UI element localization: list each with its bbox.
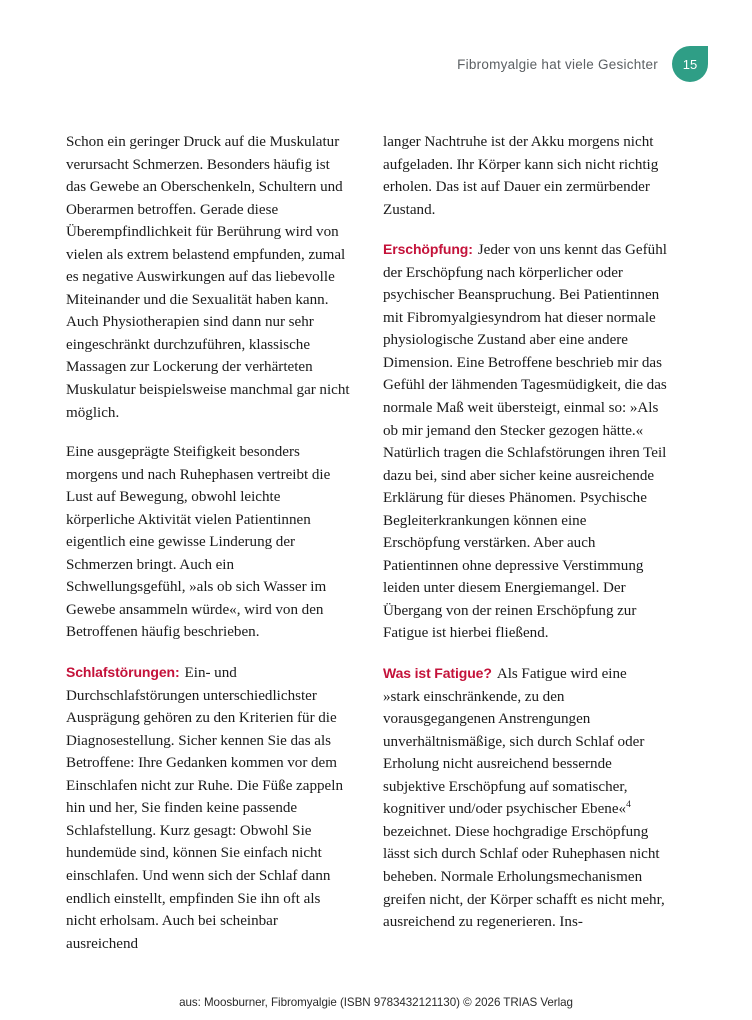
paragraph bbox=[66, 441, 350, 644]
footnote-marker: 4 bbox=[626, 800, 631, 811]
body-columns bbox=[66, 131, 686, 955]
footer-credit-line bbox=[0, 996, 752, 1009]
paragraph-text: Jeder von uns kennt das Gefühl der Erschöpfung nach körperlicher oder psychischer Beanspruchung. Bei Patientinnen mit Fibromyalgiesyndrom hat dieser normale physiologische Zustand aber eine andere Dimension. Eine Betroffene beschrieb mir das Gefühl der lähmenden Tagesmüdigkeit, die das normale Maß weit übersteigt, einmal so: »Als ob mir jemand den Stecker gezogen hätte.« Natürlich tragen die Schlafstörungen ihren Teil dazu bei, sind aber sicher keine ausreichende Erklärung für dieses Phänomen. Psychische Begleiterkrankungen können eine Erschöpfung verstärken. Aber auch Patientinnen ohne depressive Verstimmung leiden unter diesem Energiemangel. Der Übergang von der reinen Erschöpfung zur Fatigue ist hierbei fließend. bbox=[383, 242, 667, 642]
paragraph-with-run-in-heading bbox=[66, 661, 350, 955]
run-in-heading-erschoepfung: Erschöpfung: bbox=[383, 241, 473, 258]
run-in-heading-schlafstoerungen: Schlafstörungen: bbox=[66, 664, 180, 681]
paragraph bbox=[383, 131, 667, 221]
left-column bbox=[66, 131, 350, 955]
paragraph-text: langer Nachtruhe ist der Akku morgens nicht aufgeladen. Ihr Körper kann sich nicht richtig erholen. Das ist auf Dauer ein zermürbender Zustand. bbox=[383, 134, 659, 218]
running-head bbox=[457, 46, 708, 82]
paragraph-with-run-in-heading bbox=[383, 238, 667, 645]
paragraph-with-run-in-heading bbox=[383, 662, 667, 934]
page-number-badge bbox=[672, 46, 708, 82]
right-column bbox=[383, 131, 667, 955]
paragraph-text-after-footnote: bezeichnet. Diese hochgradige Erschöpfung lässt sich durch Schlaf oder Ruhephasen nicht beheben. Normale Erholungsmechanismen greifen nicht, der Körper schafft es nicht mehr, ausreichend zu regenerieren. Ins- bbox=[383, 823, 665, 931]
running-head-title: Fibromyalgie hat viele Gesichter bbox=[457, 56, 658, 72]
paragraph-text: Schon ein geringer Druck auf die Muskulatur verursacht Schmerzen. Besonders häufig ist das Gewebe an Oberschenkeln, Schultern und Oberarmen betroffen. Gerade diese Überempfindlichkeit für Berührung wird von vielen als extrem belastend empfunden, zumal es negative Auswirkungen auf das liebevolle Miteinander und die Sexualität haben kann. Auch Physiotherapien sind dann nur sehr eingeschränkt durchzuführen, klassische Massagen zur Lockerung der verhärteten Muskulatur beispielsweise manchmal gar nicht möglich. bbox=[66, 134, 350, 421]
paragraph-text: Ein- und Durchschlafstörungen unterschiedlichster Ausprägung gehören zu den Kriterien für die Diagnosestellung. Sicher kennen Sie das als Betroffene: Ihre Gedanken kommen vor dem Einschlafen nicht zur Ruhe. Die Füße zappeln hin und her, Sie finden keine passende Schlafstellung. Kurz gesagt: Obwohl Sie hundemüde sind, können Sie einfach nicht einschlafen. Und wenn sich der Schlaf dann endlich einstellt, empfinden Sie ihn oft als nicht erholsam. Auch bei scheinbar ausreichend bbox=[66, 665, 343, 952]
paragraph-text-before-footnote: Als Fatigue wird eine »stark einschränkende, zu den vorausgegangenen Anstrengungen unverhältnismäßige, sich durch Schlaf oder Erholung nicht ausreichend bessernde subjektive Erschöpfung auf somatischer, kognitiver und/oder psychischer Ebene« bbox=[383, 666, 645, 818]
paragraph-text: Eine ausgeprägte Steifigkeit besonders morgens und nach Ruhephasen vertreibt die Lust auf Bewegung, obwohl leichte körperliche Aktivität vielen Patientinnen eigentlich eine gewisse Linderung der Schmerzen bringt. Auch ein Schwellungsgefühl, »als ob sich Wasser im Gewebe ansammeln würde«, wird von den Betroffenen häufig beschrieben. bbox=[66, 444, 331, 641]
paragraph bbox=[66, 131, 350, 424]
page-number-label: 15 bbox=[682, 56, 698, 72]
run-in-heading-was-ist-fatigue: Was ist Fatigue? bbox=[383, 665, 492, 682]
footer-credit-text: aus: Moosburner, Fibromyalgie (ISBN 9783432121130) © 2026 TRIAS Verlag bbox=[179, 996, 573, 1009]
